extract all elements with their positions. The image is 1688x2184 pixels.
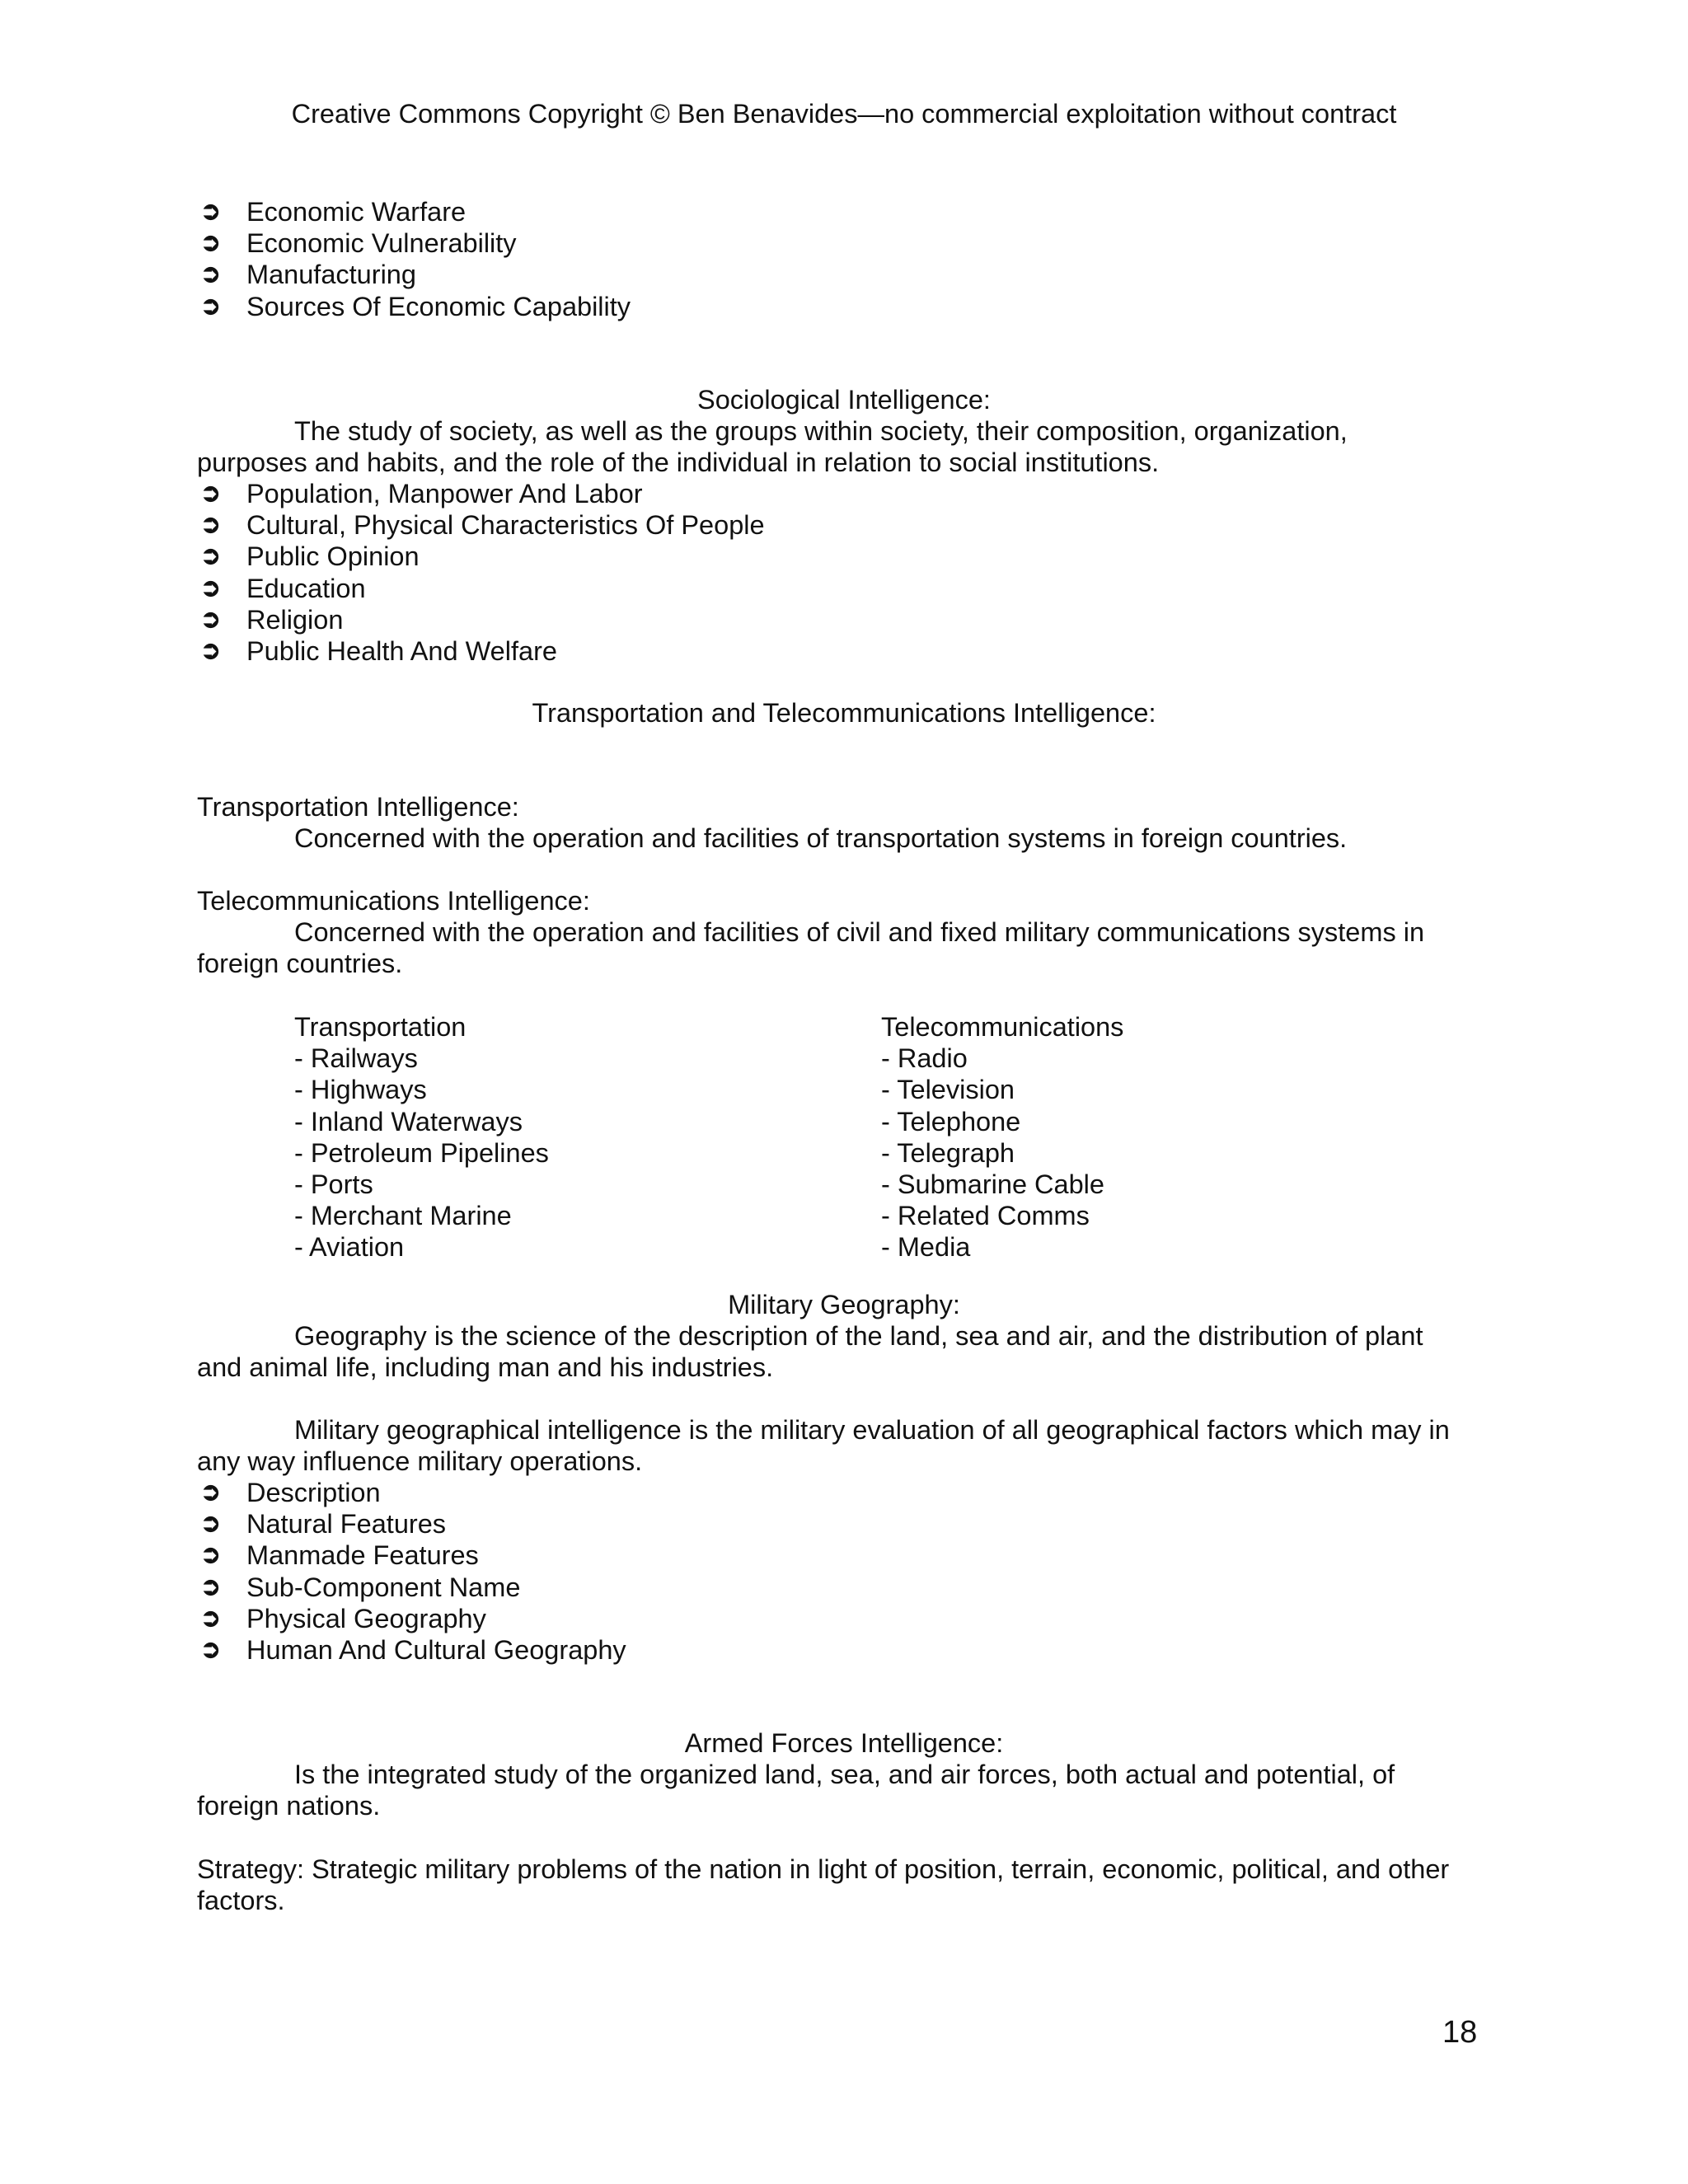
- column-heading: Transportation: [294, 1012, 467, 1042]
- column-item: - Aviation: [294, 1232, 405, 1263]
- list-item-text: Public Opinion: [246, 541, 420, 572]
- arrow-bullet-icon: ➲: [200, 292, 222, 320]
- telecom-text-line-2: foreign countries.: [197, 949, 403, 978]
- list-item-text: Description: [246, 1478, 381, 1507]
- military-geography-para2-line-1: Military geographical intelligence is the military evaluation of all geographical factors which may in: [294, 1415, 1450, 1445]
- column-item: - Submarine Cable: [881, 1169, 1104, 1199]
- column-item: - Telephone: [881, 1106, 1021, 1137]
- arrow-bullet-icon: ➲: [200, 260, 222, 288]
- sociological-heading: Sociological Intelligence:: [697, 385, 991, 415]
- arrow-bullet-icon: ➲: [200, 636, 222, 664]
- transport-label: Transportation Intelligence:: [197, 792, 519, 822]
- arrow-bullet-icon: ➲: [200, 1479, 222, 1506]
- telecom-text-line-1: Concerned with the operation and facilities of civil and fixed military communications systems in: [294, 917, 1425, 947]
- list-item-text: Physical Geography: [246, 1603, 486, 1633]
- arrow-bullet-icon: ➲: [200, 511, 222, 539]
- column-item: - Petroleum Pipelines: [294, 1137, 549, 1168]
- list-item-text: Sources Of Economic Capability: [246, 291, 631, 321]
- armed-forces-para-line-1: Is the integrated study of the organized land, sea, and air forces, both actual and potential, of: [294, 1760, 1395, 1789]
- arrow-bullet-icon: ➲: [200, 229, 222, 257]
- transport-telecom-heading: Transportation and Telecommunications Intelligence:: [532, 698, 1156, 728]
- arrow-bullet-icon: ➲: [200, 605, 222, 633]
- arrow-bullet-icon: ➲: [200, 1510, 222, 1538]
- list-item-text: Economic Vulnerability: [246, 228, 517, 259]
- column-item: - Related Comms: [881, 1201, 1090, 1231]
- armed-forces-heading: Armed Forces Intelligence:: [684, 1728, 1004, 1758]
- strategy-line-1: Strategy: Strategic military problems of the nation in light of position, terrain, economic, political, and other: [197, 1854, 1450, 1884]
- list-item-text: Religion: [246, 604, 344, 635]
- column-heading: Telecommunications: [881, 1012, 1124, 1042]
- list-item-text: Population, Manpower And Labor: [246, 479, 643, 509]
- telecom-label: Telecommunications Intelligence:: [197, 886, 590, 916]
- armed-forces-para-line-2: foreign nations.: [197, 1791, 381, 1821]
- list-item-text: Cultural, Physical Characteristics Of People: [246, 510, 765, 541]
- copyright-header: Creative Commons Copyright © Ben Benavides—no commercial exploitation without contract: [291, 99, 1397, 129]
- arrow-bullet-icon: ➲: [200, 1604, 222, 1632]
- telecommunications-column: [881, 1011, 1123, 1263]
- list-item-text: Education: [246, 573, 366, 603]
- strategy-line-2: factors.: [197, 1886, 285, 1915]
- transportation-column: [294, 1011, 549, 1263]
- military-geography-heading: Military Geography:: [728, 1290, 960, 1319]
- list-item-text: Natural Features: [246, 1509, 447, 1540]
- column-item: - Media: [881, 1232, 971, 1263]
- column-item: - Telegraph: [881, 1137, 1015, 1168]
- list-item-text: Economic Warfare: [246, 197, 467, 227]
- column-item: - Radio: [881, 1043, 968, 1074]
- column-item: - Inland Waterways: [294, 1106, 523, 1137]
- military-geography-para1-line-1: Geography is the science of the description of the land, sea and air, and the distribution of plant: [294, 1321, 1423, 1351]
- column-item: - Television: [881, 1075, 1015, 1105]
- list-item-text: Manmade Features: [246, 1540, 479, 1571]
- column-item: - Highways: [294, 1075, 427, 1105]
- arrow-bullet-icon: ➲: [200, 1541, 222, 1569]
- arrow-bullet-icon: ➲: [200, 542, 222, 570]
- column-item: - Railways: [294, 1043, 418, 1074]
- military-geography-para2-line-2: any way influence military operations.: [197, 1446, 643, 1476]
- column-item: - Ports: [294, 1169, 373, 1199]
- sociological-paragraph-line-1: The study of society, as well as the groups within society, their composition, organization,: [294, 416, 1348, 446]
- list-item-text: Human And Cultural Geography: [246, 1634, 626, 1665]
- list-item-text: Public Health And Welfare: [246, 635, 557, 666]
- column-item: - Merchant Marine: [294, 1201, 512, 1231]
- transport-text: Concerned with the operation and facilities of transportation systems in foreign countries.: [294, 823, 1348, 853]
- arrow-bullet-icon: ➲: [200, 574, 222, 602]
- list-item-text: Manufacturing: [246, 260, 416, 290]
- sociological-paragraph-line-2: purposes and habits, and the role of the individual in relation to social institutions.: [197, 448, 1160, 477]
- arrow-bullet-icon: ➲: [200, 1635, 222, 1663]
- arrow-bullet-icon: ➲: [200, 1572, 222, 1601]
- page-number: 18: [1442, 2015, 1478, 2050]
- military-geography-para1-line-2: and animal life, including man and his industries.: [197, 1352, 774, 1382]
- list-item-text: Sub-Component Name: [246, 1572, 521, 1602]
- arrow-bullet-icon: ➲: [200, 480, 222, 507]
- arrow-bullet-icon: ➲: [200, 198, 222, 225]
